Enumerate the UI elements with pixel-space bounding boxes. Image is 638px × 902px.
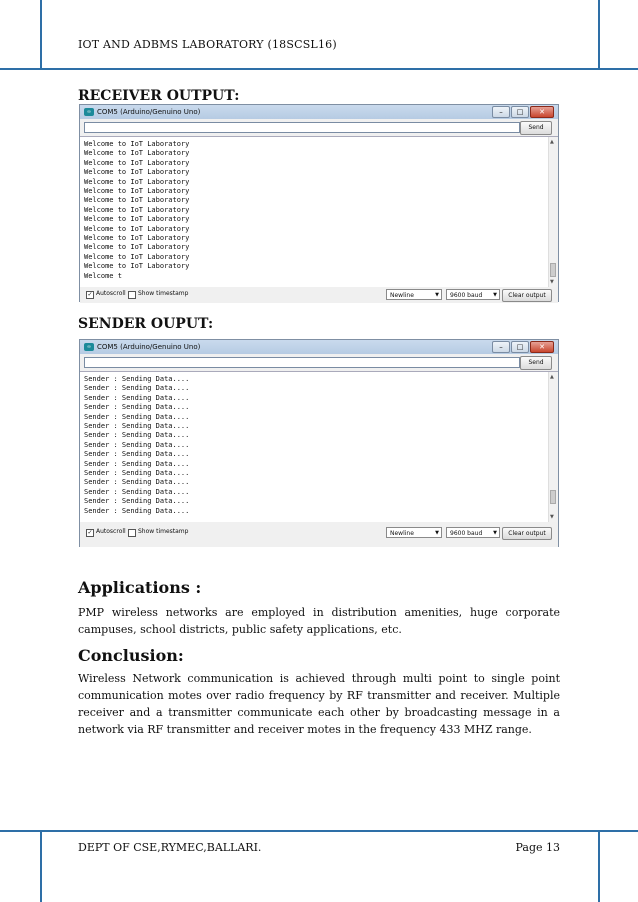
serial-output-line: Welcome to IoT Laboratory [84, 140, 190, 148]
baud-value: 9600 baud [450, 530, 483, 537]
line-ending-value: Newline [390, 530, 414, 537]
sender-heading: SENDER OUPUT: [78, 316, 214, 332]
minimize-icon[interactable]: – [492, 341, 510, 353]
serial-output-line: Sender : Sending Data.... [84, 459, 190, 468]
footer-dept: DEPT OF CSE,RYMEC,BALLARI. [78, 841, 262, 854]
clear-output-button[interactable]: Clear output [502, 289, 552, 302]
frame-right-bottom [598, 830, 600, 902]
line-ending-select[interactable] [386, 289, 442, 300]
serial-output-line: Welcome to IoT Laboratory [84, 177, 190, 186]
autoscroll-label: Autoscroll [96, 290, 126, 297]
frame-left-bottom [40, 830, 42, 902]
serial-output-line: Sender : Sending Data.... [84, 375, 190, 383]
maximize-icon[interactable]: □ [511, 341, 529, 353]
baud-select[interactable] [446, 527, 500, 538]
footer-page-number: Page 13 [515, 841, 560, 854]
serial-output-line: Sender : Sending Data.... [84, 412, 190, 421]
maximize-icon[interactable]: □ [511, 106, 529, 118]
arduino-icon: ∞ [84, 108, 94, 116]
serial-output-line: Welcome to IoT Laboratory [84, 168, 190, 177]
serial-output-line: Welcome to IoT Laboratory [84, 205, 190, 214]
serial-output-line: Sender : Sending Data.... [84, 506, 190, 515]
clear-output-button[interactable]: Clear output [502, 527, 552, 540]
serial-output-line: Welcome to IoT Laboratory [84, 262, 190, 271]
serial-output-line: Welcome to IoT Laboratory [84, 243, 190, 252]
serial-output-line: Sender : Sending Data.... [84, 487, 190, 496]
serial-output-line: Welcome to IoT Laboratory [84, 252, 190, 261]
sender-send-button[interactable]: Send [520, 356, 552, 370]
scroll-thumb[interactable] [550, 263, 556, 277]
serial-output-line: Sender : Sending Data.... [84, 450, 190, 459]
chevron-down-icon: ▼ [493, 292, 497, 298]
sender-serial-input[interactable] [84, 357, 520, 368]
receiver-serial-input[interactable] [84, 122, 520, 133]
arduino-icon: ∞ [84, 343, 94, 351]
frame-header-rule [0, 68, 638, 70]
applications-text: PMP wireless networks are employed in distribution amenities, huge corporate campuses, school districts, public safety applications, etc. [78, 606, 560, 636]
receiver-heading: RECEIVER OUTPUT: [78, 88, 240, 104]
applications-heading: Applications : [78, 578, 202, 597]
serial-output-line: Welcome to IoT Laboratory [84, 196, 190, 205]
scroll-up-icon[interactable]: ▲ [550, 374, 554, 380]
timestamp-label: Show timestamp [138, 528, 189, 535]
close-icon[interactable]: ✕ [530, 106, 554, 118]
receiver-window-title: COM5 (Arduino/Genuino Uno) [97, 108, 201, 116]
frame-footer-rule [0, 830, 638, 832]
close-icon[interactable]: ✕ [530, 341, 554, 353]
sender-output-area[interactable] [80, 371, 558, 522]
receiver-titlebar[interactable] [80, 105, 558, 119]
serial-output-line: Sender : Sending Data.... [84, 497, 190, 506]
line-ending-select[interactable] [386, 527, 442, 538]
sender-window-title: COM5 (Arduino/Genuino Uno) [97, 343, 201, 351]
receiver-serial-monitor [79, 104, 559, 302]
sender-scrollbar[interactable] [548, 372, 558, 522]
serial-output-line: Sender : Sending Data.... [84, 393, 190, 402]
sender-titlebar[interactable] [80, 340, 558, 354]
serial-output-line: Welcome to IoT Laboratory [84, 224, 190, 233]
minimize-icon[interactable]: – [492, 106, 510, 118]
serial-output-line: Sender : Sending Data.... [84, 431, 190, 440]
receiver-output-area[interactable] [80, 136, 558, 287]
serial-output-line: Sender : Sending Data.... [84, 469, 190, 478]
timestamp-label: Show timestamp [138, 290, 189, 297]
timestamp-checkbox[interactable] [128, 291, 136, 299]
autoscroll-label: Autoscroll [96, 528, 126, 535]
conclusion-text: Wireless Network communication is achieved through multi point to single point communication motes over radio frequency by RF transmitter and receiver. Multiple receiver and a transmitter communicate each other by broadcasting message in a network via RF transmitter and receiver motes in the frequency 433 MHZ range. [78, 672, 560, 736]
chevron-down-icon: ▼ [493, 530, 497, 536]
serial-output-line: Sender : Sending Data.... [84, 422, 190, 431]
serial-output-line: Welcome t [84, 271, 122, 280]
scroll-down-icon[interactable]: ▼ [550, 514, 554, 520]
conclusion-heading: Conclusion: [78, 646, 184, 665]
page-header-title: IOT AND ADBMS LABORATORY (18SCSL16) [78, 38, 337, 51]
chevron-down-icon: ▼ [435, 530, 439, 536]
frame-left-top [40, 0, 42, 68]
scroll-thumb[interactable] [550, 490, 556, 504]
serial-output-line: Welcome to IoT Laboratory [84, 149, 190, 158]
line-ending-value: Newline [390, 292, 414, 299]
serial-output-line: Welcome to IoT Laboratory [84, 158, 190, 167]
timestamp-checkbox[interactable] [128, 529, 136, 537]
receiver-send-button[interactable]: Send [520, 121, 552, 135]
serial-output-line: Welcome to IoT Laboratory [84, 234, 190, 243]
baud-select[interactable] [446, 289, 500, 300]
baud-value: 9600 baud [450, 292, 483, 299]
serial-output-line: Sender : Sending Data.... [84, 440, 190, 449]
serial-output-line: Welcome to IoT Laboratory [84, 215, 190, 224]
receiver-scrollbar[interactable] [548, 137, 558, 287]
serial-output-line: Welcome to IoT Laboratory [84, 187, 190, 196]
sender-serial-monitor [79, 339, 559, 547]
scroll-down-icon[interactable]: ▼ [550, 279, 554, 285]
scroll-up-icon[interactable]: ▲ [550, 139, 554, 145]
serial-output-line: Sender : Sending Data.... [84, 403, 190, 412]
serial-output-line: Sender : Sending Data.... [84, 478, 190, 487]
serial-output-line: Sender : Sending Data.... [84, 384, 190, 393]
autoscroll-checkbox[interactable]: ✓ [87, 529, 93, 536]
frame-right-top [598, 0, 600, 68]
autoscroll-checkbox[interactable]: ✓ [87, 291, 93, 298]
chevron-down-icon: ▼ [435, 292, 439, 298]
